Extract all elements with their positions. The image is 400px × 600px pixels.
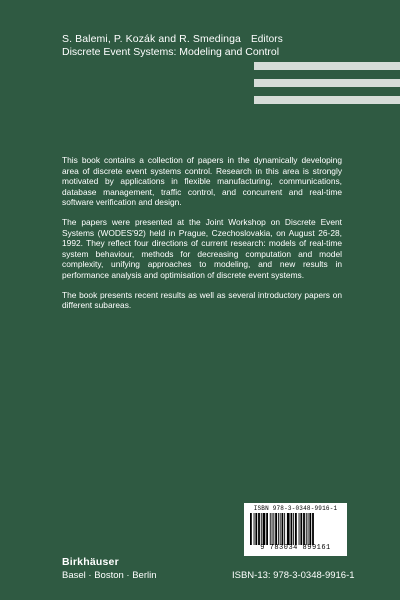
isbn-13: ISBN-13: 978-3-0348-9916-1 [232,570,355,581]
book-description [62,155,342,320]
description-paragraph-1: This book contains a collection of papers in the dynamically developing area of discrete event systems control. Research in this area is strongly motivated by applications in flexible manufacturing, communications, database management, traffic control, and concurrent and real-time software verification and design. [62,155,342,208]
editors-role: Editors [251,34,283,45]
barcode-stripe [312,513,314,545]
barcode-stripe [270,513,271,545]
barcode-stripe [273,513,274,545]
decorative-bar [254,96,400,104]
barcode-stripe [272,513,273,545]
barcode-stripe [261,513,262,545]
barcode-stripe [295,513,297,545]
barcode-stripe [284,513,285,545]
barcode-stripe [275,513,277,545]
description-paragraph-2: The papers were presented at the Joint Workshop on Discrete Event Systems (WODES'92) held in Prague, Czechoslovakia, on August 26-28, 1992. They reflect four directions of current research: models of real-time system behaviour, methods for decreasing computation and model complexity, unifying approaches to modeling, and new results in performance analysis and optimisation of discrete event systems. [62,216,342,280]
barcode-stripe [266,513,268,545]
barcode-isbn-label: ISBN 978-3-0348-9916-1 [253,505,338,512]
publisher-logo: Birkhäuser [62,556,119,568]
decorative-bars [254,62,400,113]
barcode-stripe [303,513,305,545]
barcode-stripe [258,513,260,545]
barcode-stripe [306,513,307,545]
book-title: Discrete Event Systems: Modeling and Control [62,46,280,58]
barcode-bars [248,513,343,545]
barcode-stripe [308,513,309,545]
barcode-digits: 9 783034 899161 [260,544,331,552]
editors-line [62,33,283,45]
barcode-stripe [291,513,293,545]
barcode-stripe [300,513,302,545]
barcode-stripe [254,513,255,545]
barcode-stripe [263,513,266,545]
barcode-stripe [309,513,311,545]
barcode-stripe [250,513,252,545]
decorative-bar [254,79,400,87]
barcode-stripe [293,513,294,545]
description-paragraph-3: The book presents recent results as well as several introductory papers on different subareas. [62,289,342,311]
publisher-cities: Basel · Boston · Berlin [62,570,157,581]
decorative-bar [254,62,400,70]
barcode-stripe [282,513,284,545]
barcode-stripe [255,513,257,545]
barcode-stripe [280,513,281,545]
barcode-stripe [278,513,279,545]
barcode-stripe [287,513,290,545]
editor-names: S. Balemi, P. Kozák and R. Smedinga [62,33,241,45]
barcode-stripe [299,513,300,545]
barcode [244,503,347,556]
